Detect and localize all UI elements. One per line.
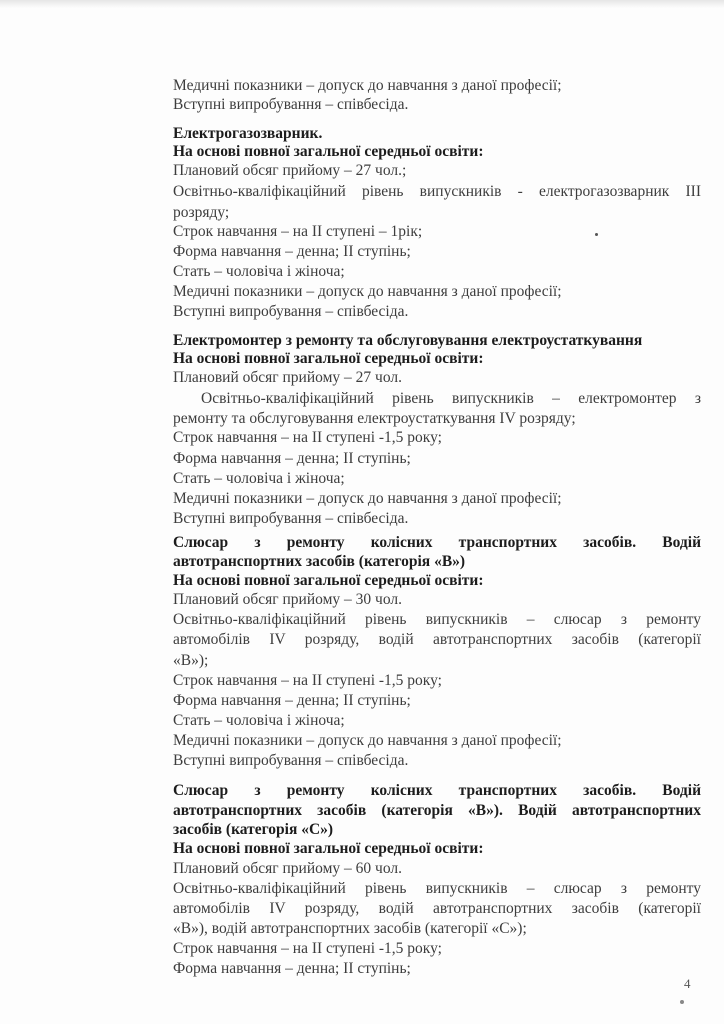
- text-line: Освітньо-кваліфікаційний рівень випускників – слюсар з ремонту: [173, 880, 701, 897]
- text-line: автомобілів IV розряду, водій автотранспортних засобів (категорії: [173, 631, 701, 648]
- text-line: Плановий обсяг прийому – 27 чол.: [173, 369, 402, 386]
- scan-speck: [595, 233, 598, 236]
- section-heading-line: автотранспортних засобів (категорія «В»). Водій автотранспортних: [173, 802, 701, 819]
- text-line: Вступні випробування – співбесіда.: [173, 752, 409, 769]
- text-line: Освітньо-кваліфікаційний рівень випускників – електромонтер з: [201, 390, 701, 407]
- section-heading-line: На основі повної загальної середньої освіти:: [173, 143, 484, 160]
- text-line: «В»);: [173, 652, 209, 669]
- section-heading-line: автотранспортних засобів (категорія «В»): [173, 553, 466, 570]
- section-heading-line: засобів (категорія «С»): [173, 821, 334, 838]
- text-line: Вступні випробування – співбесіда.: [173, 303, 409, 320]
- text-line: Плановий обсяг прийому – 60 чол.: [173, 860, 402, 877]
- section-heading-line: На основі повної загальної середньої освіти:: [173, 840, 484, 857]
- section-heading-line: Електромонтер з ремонту та обслуговування електроустаткування: [173, 332, 643, 349]
- text-line: Стать – чоловіча і жіноча;: [173, 263, 345, 280]
- text-line: Медичні показники – допуск до навчання з даної професії;: [173, 732, 562, 749]
- text-line: розряду;: [173, 204, 230, 221]
- text-line: Вступні випробування – співбесіда.: [173, 96, 409, 113]
- section-heading-line: На основі повної загальної середньої освіти:: [173, 572, 484, 589]
- section-heading-line: На основі повної загальної середньої освіти:: [173, 350, 484, 367]
- text-line: Плановий обсяг прийому – 27 чол.;: [173, 162, 407, 179]
- text-line: Медичні показники – допуск до навчання з даної професії;: [173, 77, 562, 94]
- text-line: Строк навчання – на ІІ ступені -1,5 року;: [173, 429, 442, 446]
- text-line: Форма навчання – денна; ІІ ступінь;: [173, 692, 411, 709]
- section-heading-line: Слюсар з ремонту колісних транспортних засобів. Водій: [173, 534, 701, 551]
- text-line: Медичні показники – допуск до навчання з даної професії;: [173, 490, 562, 507]
- section-heading-line: Електрогазозварник.: [173, 125, 323, 142]
- text-line: Строк навчання – на ІІ ступені -1,5 року;: [173, 940, 442, 957]
- text-line: Форма навчання – денна; ІІ ступінь;: [173, 960, 411, 977]
- text-line: автомобілів IV розряду, водій автотранспортних засобів (категорії: [173, 900, 701, 917]
- text-line: Форма навчання – денна; ІІ ступінь;: [173, 450, 411, 467]
- section-heading-line: Слюсар з ремонту колісних транспортних засобів. Водій: [173, 782, 701, 799]
- text-line: Форма навчання – денна; ІІ ступінь;: [173, 243, 411, 260]
- page-number: 4: [684, 976, 691, 991]
- text-line: Освітньо-кваліфікаційний рівень випускників - електрогазозварник ІІІ: [173, 183, 701, 200]
- text-line: Плановий обсяг прийому – 30 чол.: [173, 591, 402, 608]
- text-line: Строк навчання – на ІІ ступені – 1рік;: [173, 223, 423, 240]
- text-line: Медичні показники – допуск до навчання з даної професії;: [173, 283, 562, 300]
- text-line: Освітньо-кваліфікаційний рівень випускників – слюсар з ремонту: [173, 611, 701, 628]
- text-line: Стать – чоловіча і жіноча;: [173, 712, 345, 729]
- text-line: Стать – чоловіча і жіноча;: [173, 470, 345, 487]
- text-line: Строк навчання – на ІІ ступені -1,5 року;: [173, 672, 442, 689]
- text-line: ремонту та обслуговування електроустаткування IV розряду;: [173, 410, 576, 427]
- scan-speck: [680, 1000, 684, 1004]
- text-line: Вступні випробування – співбесіда.: [173, 510, 409, 527]
- text-line: «В»), водій автотранспортних засобів (категорії «С»);: [173, 920, 527, 937]
